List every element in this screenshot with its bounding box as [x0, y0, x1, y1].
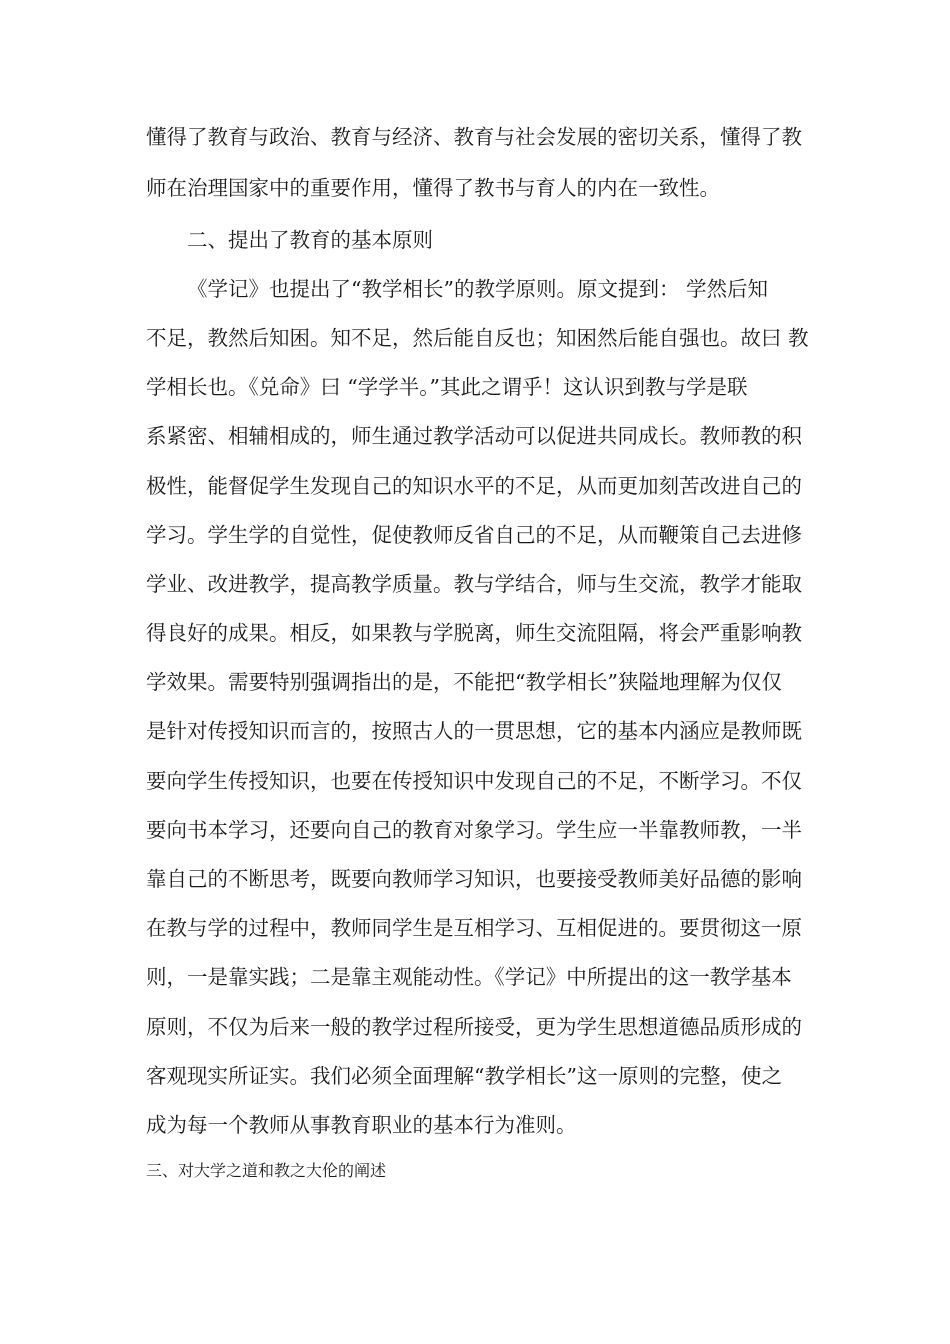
body-text-line: 学相长也。《兑命》曰 “学学半。”其此之谓乎！这认识到教与学是联	[146, 375, 748, 399]
body-text-line: 客观现实所证实。我们必须全面理解“教学相长”这一原则的完整，使之	[146, 1064, 782, 1088]
body-text-line: 要向学生传授知识，也要在传授知识中发现自己的不足，不断学习。不仅	[146, 769, 802, 793]
body-text-line: 学业、改进教学，提高教学质量。教与学结合，师与生交流，教学才能取	[146, 572, 802, 596]
body-text-line: 极性，能督促学生发现自己的知识水平的不足，从而更加刻苦改进自己的	[146, 474, 802, 498]
body-text-line: 系紧密、相辅相成的，师生通过教学活动可以促进共同成长。教师教的积	[146, 424, 802, 448]
section-heading: 三、对大学之道和教之大伦的阐述	[146, 1161, 387, 1180]
body-text-line: 要向书本学习，还要向自己的教育对象学习。学生应一半靠教师教，一半	[146, 818, 802, 842]
body-text-line: 学习。学生学的自觉性，促使教师反省自己的不足，从而鞭策自己去进修	[146, 523, 802, 547]
body-text-line: 在教与学的过程中，教师同学生是互相学习、互相促进的。要贯彻这一原	[146, 916, 802, 940]
body-text-line: 《学记》也提出了“教学相长”的教学原则。原文提到： 学然后知	[187, 277, 768, 301]
body-text-line: 则，一是靠实践；二是靠主观能动性。《学记》中所提出的这一教学基本	[146, 965, 792, 989]
body-text-line: 是针对传授知识而言的，按照古人的一贯思想，它的基本内涵应是教师既	[146, 719, 802, 743]
body-text-line: 靠自己的不断思考，既要向教师学习知识，也要接受教师美好品德的影响	[146, 867, 802, 891]
section-heading: 二、提出了教育的基本原则	[187, 228, 433, 252]
body-text-line: 学效果。需要特别强调指出的是，不能把“教学相长”狭隘地理解为仅仅	[146, 670, 782, 694]
body-text-line: 成为每一个教师从事教育职业的基本行为准则。	[146, 1113, 577, 1137]
body-text-line: 懂得了教育与政治、教育与经济、教育与社会发展的密切关系，懂得了教	[146, 125, 802, 149]
body-text-line: 得良好的成果。相反，如果教与学脱离，师生交流阻隔，将会严重影响教	[146, 621, 802, 645]
body-text-line: 原则，不仅为后来一般的教学过程所接受，更为学生思想道德品质形成的	[146, 1015, 802, 1039]
body-text-line: 师在治理国家中的重要作用，懂得了教书与育人的内在一致性。	[146, 176, 720, 200]
body-text-line: 不足，教然后知困。知不足，然后能自反也；知困然后能自强也。故曰 教	[146, 326, 809, 350]
